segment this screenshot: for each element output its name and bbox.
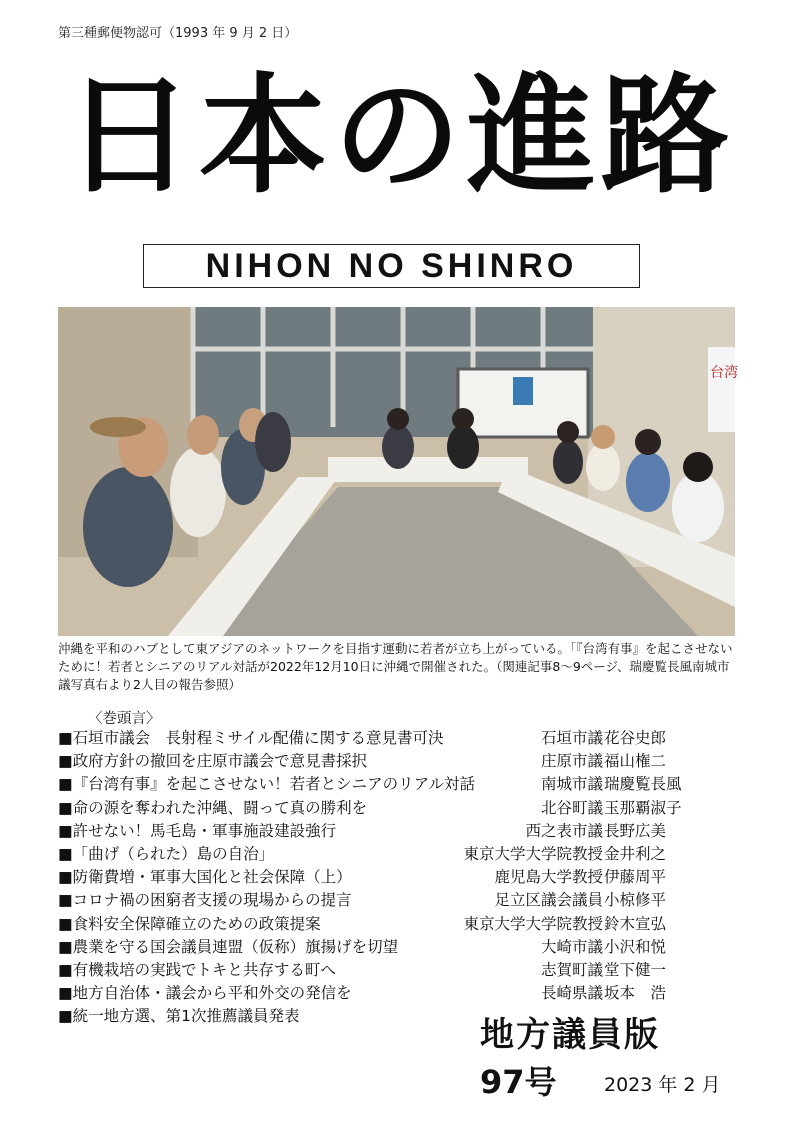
toc-title: ■石垣市議会 長射程ミサイル配備に関する意見書可決	[58, 729, 444, 747]
toc-author: 小沢和悦	[604, 937, 667, 956]
toc-title: ■防衛費増・軍事大国化と社会保障（上）	[58, 868, 352, 887]
toc-title: ■「曲げ（られた）島の自治」	[58, 844, 275, 863]
toc-title: ■地方自治体・議会から平和外交の発信を	[58, 984, 352, 1003]
toc-title: ■有機栽培の実践でトキと共存する町へ	[58, 960, 336, 979]
toc-author: 瑞慶覧長風	[604, 775, 682, 794]
romaji-title: NIHON NO SHINRO	[205, 246, 578, 285]
toc-row	[58, 889, 748, 912]
toc-author: 小椋修平	[604, 891, 667, 910]
toc-affiliation: 鹿児島大学教授	[494, 868, 603, 887]
toc-affiliation: 南城市議	[540, 775, 603, 794]
toc-row	[58, 843, 748, 866]
toc-affiliation: 北谷町議	[540, 798, 603, 817]
toc-affiliation: 長崎県議	[540, 984, 603, 1003]
toc-title: ■政府方針の撤回を庄原市議会で意見書採択	[58, 752, 368, 771]
romaji-title-box	[143, 244, 640, 288]
table-of-contents	[58, 727, 748, 1028]
toc-row	[58, 750, 748, 773]
toc-author: 長野広美	[604, 821, 667, 840]
toc-author: 玉那覇淑子	[604, 798, 682, 817]
toc-row	[58, 727, 748, 750]
toc-title: ■命の源を奪われた沖縄、闘って真の勝利を	[58, 798, 368, 817]
toc-row	[58, 913, 748, 936]
toc-row	[58, 866, 748, 889]
toc-title: ■許せない！馬毛島・軍事施設建設強行	[58, 821, 337, 840]
postal-permit-notice: 第三種郵便物認可（1993 年 9 月 2 日）	[58, 26, 298, 41]
masthead-title: 日本の進路	[64, 62, 735, 211]
toc-title: ■農業を守る国会議員連盟（仮称）旗揚げを切望	[58, 937, 399, 956]
toc-author: 伊藤周平	[604, 868, 667, 887]
photo-caption: 沖縄を平和のハブとして東アジアのネットワークを目指す運動に若者が立ち上がっている。「『台湾有事』を起こさせないために！若者とシニアのリアル対話が2022年12月10日に沖縄で開催された。（関連記事8〜9ページ、瑞慶覧長風南城市議写真右より2人目の報告参照）	[58, 641, 733, 692]
toc-author: 金井利之	[604, 844, 667, 863]
toc-title: ■食料安全保障確立のための政策提案	[58, 914, 321, 933]
cover-photo	[58, 307, 738, 636]
toc-row	[58, 773, 748, 796]
toc-affiliation: 石垣市議	[540, 729, 603, 747]
photo-sign-text: 台湾	[710, 365, 738, 381]
issue-date: 2023 年 2 月	[604, 1074, 721, 1096]
toc-affiliation: 東京大学大学院教授	[463, 914, 603, 933]
toc-affiliation: 西之表市議	[525, 821, 603, 840]
toc-affiliation: 大崎市議	[540, 937, 603, 956]
edition-label: 地方議員版	[480, 1015, 660, 1055]
toc-affiliation: 庄原市議	[540, 752, 603, 771]
toc-author: 坂本 浩	[604, 984, 667, 1003]
toc-affiliation: 東京大学大学院教授	[463, 844, 603, 863]
toc-row	[58, 797, 748, 820]
toc-title: ■コロナ禍の困窮者支援の現場からの提言	[58, 891, 352, 910]
toc-row	[58, 982, 748, 1005]
toc-author: 花谷史郎	[604, 729, 667, 747]
toc-author: 堂下健一	[604, 960, 667, 979]
toc-row	[58, 936, 748, 959]
toc-affiliation: 志賀町議	[540, 960, 603, 979]
toc-author: 鈴木宣弘	[604, 914, 667, 933]
issue-number: 97号	[480, 1063, 557, 1101]
toc-author: 福山権二	[604, 752, 667, 771]
toc-affiliation: 足立区議会議員	[494, 891, 603, 910]
toc-row	[58, 820, 748, 843]
toc-title: ■統一地方選、第1次推薦議員発表	[58, 1007, 300, 1026]
toc-row	[58, 959, 748, 982]
toc-heading: 〈巻頭言〉	[88, 711, 161, 727]
toc-title: ■『台湾有事』を起こさせない！若者とシニアのリアル対話	[58, 775, 476, 794]
